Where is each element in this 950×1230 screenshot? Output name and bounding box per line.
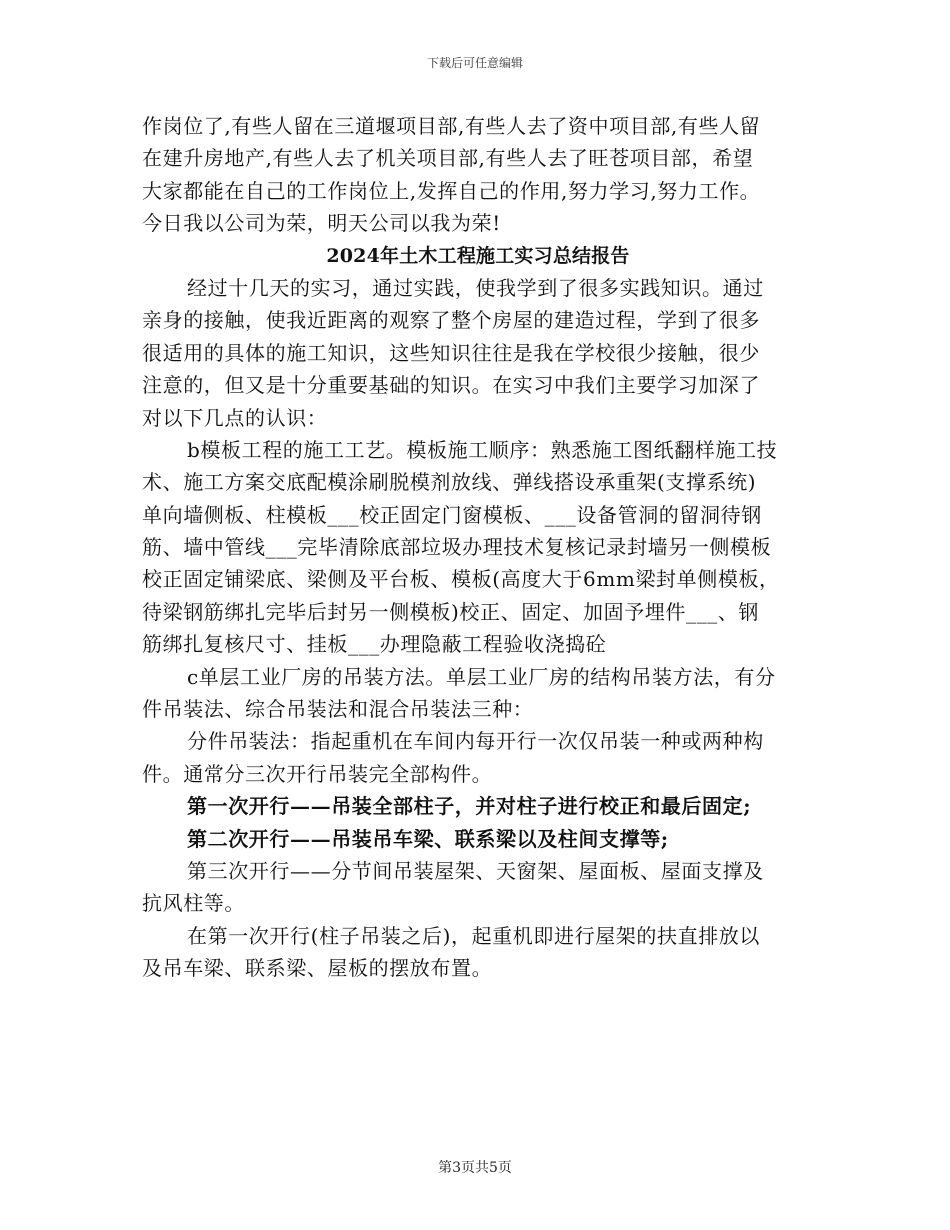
- paragraph-line: 筋绑扎复核尺寸、挂板___办理隐蔽工程验收浇捣砼: [142, 632, 607, 657]
- paragraph-line: 今日我以公司为荣，明天公司以我为荣!: [142, 211, 501, 236]
- paragraph-line: 对以下几点的认识：: [142, 405, 328, 430]
- page-number-footer: 第3页共5页: [438, 1160, 512, 1176]
- section-title: 2024年土木工程施工实习总结报告: [326, 244, 630, 267]
- paragraph-line: 术、施工方案交底配模涂刷脱模剂放线、弹线搭设承重架(支撑系统): [142, 470, 757, 495]
- paragraph-line: 在建升房地产,有些人去了机关项目部,有些人去了旺苍项目部，希望: [142, 146, 754, 171]
- paragraph-line: 第三次开行——分节间吊装屋架、天窗架、屋面板、屋面支撑及: [187, 858, 764, 883]
- document-body: [142, 110, 814, 985]
- paragraph-line: 注意的，但又是十分重要基础的知识。在实习中我们主要学习加深了: [142, 373, 760, 398]
- paragraph-line: 大家都能在自己的工作岗位上,发挥自己的作用,努力学习,努力工作。: [142, 178, 761, 203]
- paragraph-line: 经过十几天的实习，通过实践，使我学到了很多实践知识。通过: [187, 275, 764, 300]
- bold-step-line: 第一次开行——吊装全部柱子，并对柱子进行校正和最后固定;: [187, 794, 752, 819]
- paragraph-line: 件吊装法、综合吊装法和混合吊装法三种：: [142, 697, 534, 722]
- bold-step-line: 第二次开行——吊装吊车梁、联系梁以及柱间支撑等;: [187, 826, 669, 851]
- paragraph-line: 亲身的接触，使我近距离的观察了整个房屋的建造过程，学到了很多: [142, 308, 760, 333]
- paragraph-line: 抗风柱等。: [142, 891, 245, 916]
- paragraph-line: c单层工业厂房的吊装方法。单层工业厂房的结构吊装方法，有分: [187, 664, 776, 689]
- paragraph-line: 待梁钢筋绑扎完毕后封另一侧模板)校正、固定、加固予埋件___、钢: [142, 599, 760, 624]
- paragraph-line: 分件吊装法：指起重机在车间内每开行一次仅吊装一种或两种构: [187, 729, 764, 754]
- paragraph-line: 筋、墙中管线___完毕清除底部垃圾办理技术复核记录封墙另一侧模板: [142, 535, 772, 560]
- paragraph-line: 单向墙侧板、柱模板___校正固定门窗模板、___设备管洞的留洞待钢: [142, 502, 762, 527]
- paragraph-line: 及吊车梁、联系梁、屋板的摆放布置。: [142, 956, 493, 981]
- paragraph-line: 校正固定铺梁底、梁侧及平台板、模板(高度大于6mm梁封单侧模板，: [142, 567, 780, 592]
- paragraph-line: b模板工程的施工工艺。模板施工顺序：熟悉施工图纸翻样施工技: [187, 437, 778, 462]
- paragraph-line: 很适用的具体的施工知识，这些知识往往是我在学校很少接触，很少: [142, 340, 760, 365]
- paragraph-line: 件。通常分三次开行吊装完全部构件。: [142, 761, 493, 786]
- page-header-note: 下载后可任意编辑: [426, 56, 523, 70]
- paragraph-line: 作岗位了,有些人留在三道堰项目部,有些人去了资中项目部,有些人留: [142, 114, 761, 138]
- paragraph-line: 在第一次开行(柱子吊装之后)，起重机即进行屋架的扶直排放以: [187, 923, 761, 948]
